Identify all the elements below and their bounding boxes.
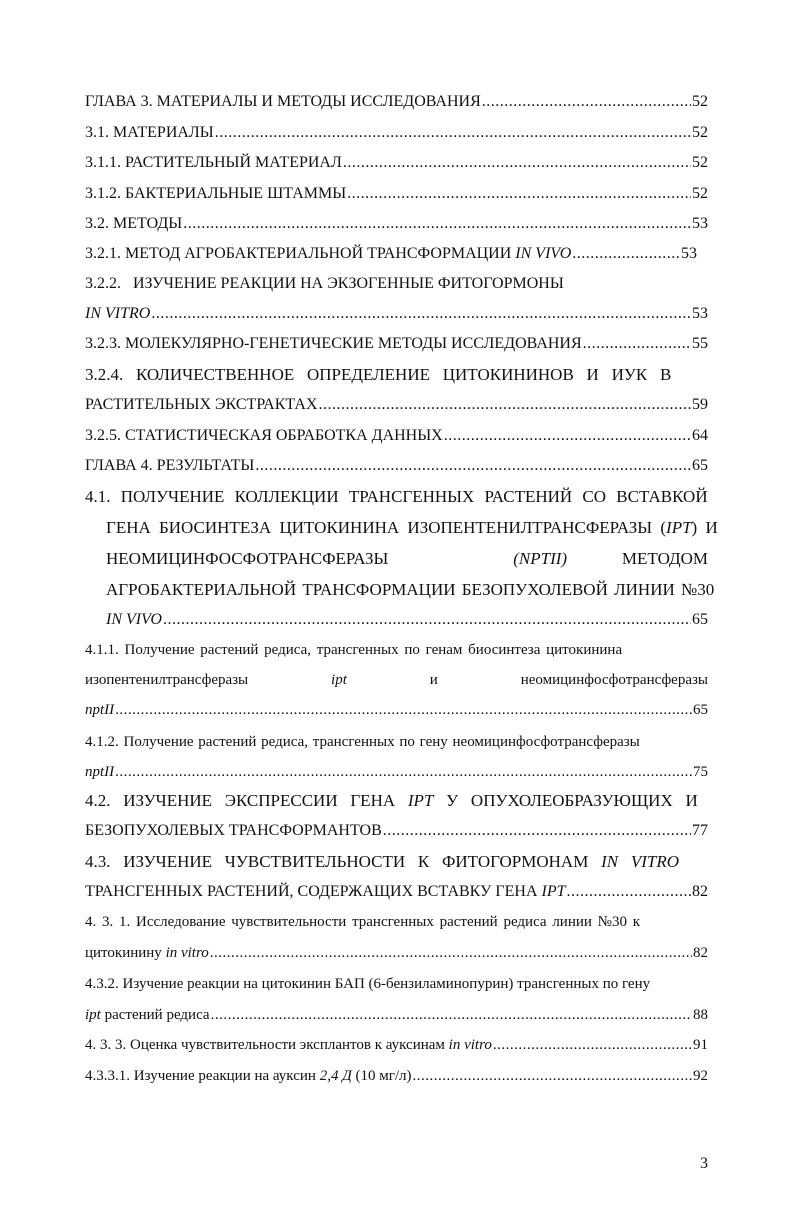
toc-entry-emphasis: in vitro (448, 1037, 492, 1053)
gene-name-ipt: IPT (407, 791, 434, 810)
dot-leader (319, 395, 692, 415)
dot-leader (567, 882, 692, 902)
toc-entry[interactable] (85, 851, 708, 902)
toc-entry-emphasis: 2,4 Д (319, 1068, 352, 1084)
toc-entry-title: 3.2.2. ИЗУЧЕНИЕ РЕАКЦИИ НА ЭКЗОГЕННЫЕ ФИТОГОРМОНЫ (85, 275, 564, 292)
gene-name-ipt: IPT (541, 883, 566, 900)
toc-entry[interactable] (85, 274, 708, 324)
toc-entry-title: 4.1.2. Получение растений редиса, трансгенных по гену неомицинфосфотрансферазы (85, 734, 640, 750)
dot-leader (115, 762, 692, 782)
dot-leader (583, 334, 691, 354)
toc-page-number: 77 (692, 822, 708, 839)
toc-page-number: 65 (692, 457, 708, 474)
toc-entry-title: 4. 3. 1. Исследование чувствительности трансгенных растений редиса линии №30 к (85, 914, 641, 930)
toc-entry[interactable]: 4.1. ПОЛУЧЕНИЕ КОЛЛЕКЦИИ ТРАНСГЕННЫХ РАСТЕНИЙ СО ВСТАВКОЙ ГЕНА БИОСИНТЕЗА ЦИТОКИНИНА ИЗОПЕНТЕНИЛТРАНСФЕРАЗЫ (IPT) И НЕОМИЦИНФОСФОТРАНСФЕРАЗЫ (NPTII) МЕТОДОМ АГРОБАКТЕРИАЛЬНОЙ ТРАНСФОРМАЦИИ БЕЗОПУХОЛЕВОЙ ЛИНИИ №30 IN VIVO ..... 65 (85, 486, 708, 630)
dot-leader (151, 304, 691, 324)
page-number: 3 (700, 1155, 708, 1172)
toc-entry[interactable]: 4.3.3.1. Изучение реакции на ауксин 2,4 Д (10 мг/л) ..... 92 (85, 1066, 708, 1086)
toc-entry[interactable] (85, 456, 708, 476)
toc-entry-title: 4.3. ИЗУЧЕНИЕ ЧУВСТВИТЕЛЬНОСТИ К ФИТОГОРМОНАМ (85, 852, 602, 871)
toc-entry-title: 4.2. ИЗУЧЕНИЕ ЭКСПРЕССИИ ГЕНА (85, 791, 408, 810)
dot-leader (211, 1005, 692, 1025)
toc-page-number: 59 (692, 396, 708, 413)
toc-entry-title-continued: ГЕНА БИОСИНТЕЗА ЦИТОКИНИНА ИЗОПЕНТЕНИЛТРАНСФЕРАЗЫ ( (106, 518, 667, 537)
dot-leader (215, 123, 691, 143)
toc-entry-title: 4.1. ПОЛУЧЕНИЕ КОЛЛЕКЦИИ ТРАНСГЕННЫХ РАСТЕНИЙ СО ВСТАВКОЙ (85, 487, 708, 506)
toc-entry[interactable]: 4.1.1. Получение растений редиса, трансгенных по генам биосинтеза цитокинина изопентенилтрансферазы ipt и неомицинфосфотрансферазы nptII ..... 65 (85, 640, 708, 720)
toc-entry-title-continued: цитокинину (85, 945, 166, 961)
dot-leader (343, 153, 691, 173)
toc-page-number: 53 (692, 215, 708, 232)
toc-entry-title: 3.1.2. БАКТЕРИАЛЬНЫЕ ШТАММЫ (85, 185, 347, 202)
toc-entry-title: 3.1.1. РАСТИТЕЛЬНЫЙ МАТЕРИАЛ (85, 154, 342, 171)
toc-entry-emphasis: nptII (85, 702, 115, 718)
toc-entry-emphasis: IN VITRO (85, 305, 151, 322)
toc-page-number: 82 (693, 945, 708, 961)
toc-entry-title-continued: ТРАНСГЕННЫХ РАСТЕНИЙ, СОДЕРЖАЩИХ ВСТАВКУ ГЕНА (85, 883, 542, 900)
toc-page-number: 92 (693, 1068, 708, 1084)
toc-entry-emphasis: IN VITRO (601, 852, 679, 871)
dot-leader (210, 943, 692, 963)
toc-entry-title: 3.2.3. МОЛЕКУЛЯРНО-ГЕНЕТИЧЕСКИЕ МЕТОДЫ ИССЛЕДОВАНИЯ (85, 335, 582, 352)
toc-page-number: 52 (692, 124, 708, 141)
dot-leader (383, 821, 691, 841)
toc-entry-title-continued: растений редиса (100, 1007, 210, 1023)
toc-entry[interactable] (85, 974, 708, 1025)
dot-leader (163, 610, 691, 630)
toc-page-number: 53 (681, 245, 697, 262)
toc-entry[interactable] (85, 1035, 708, 1055)
toc-entry[interactable] (85, 123, 708, 143)
toc-entry-title: 3.2.4. КОЛИЧЕСТВЕННОЕ ОПРЕДЕЛЕНИЕ ЦИТОКИНИНОВ И ИУК В (85, 365, 672, 384)
toc-page-number: 75 (693, 764, 708, 780)
toc-entry[interactable] (85, 912, 708, 963)
toc-entry[interactable] (85, 364, 708, 415)
toc-entry-emphasis: IN VIVO (515, 245, 572, 262)
toc-entry[interactable] (85, 426, 708, 446)
toc-entry-title: 4. 3. 3. Оценка чувствительности эксплантов к ауксинам (85, 1037, 449, 1053)
gene-name-ipt: IPT (666, 518, 692, 537)
dot-leader (444, 426, 691, 446)
toc-entry[interactable] (85, 334, 708, 354)
toc-entry[interactable] (85, 214, 708, 234)
toc-page-number: 65 (692, 611, 708, 628)
toc-page-number: 82 (692, 883, 708, 900)
toc-entry-emphasis: IN VIVO (106, 611, 162, 628)
toc-entry-title: 3.1. МАТЕРИАЛЫ (85, 124, 214, 141)
toc-page-number: 52 (692, 185, 708, 202)
dot-leader (255, 456, 691, 476)
toc-entry[interactable] (85, 184, 708, 204)
toc-page-number: 65 (693, 702, 708, 718)
toc-entry-title: 3.2.5. СТАТИСТИЧЕСКАЯ ОБРАБОТКА ДАННЫХ (85, 427, 443, 444)
toc-entry-title-continued: АГРОБАКТЕРИАЛЬНОЙ ТРАНСФОРМАЦИИ БЕЗОПУХОЛЕВОЙ ЛИНИИ №30 (106, 580, 715, 599)
toc-entry-title-continued: РАСТИТЕЛЬНЫХ ЭКСТРАКТАХ (85, 396, 318, 413)
toc-page-number: 52 (692, 93, 708, 110)
toc-entry[interactable] (85, 244, 697, 264)
toc-page-number: 52 (692, 154, 708, 171)
toc-page-number: 91 (693, 1037, 708, 1053)
toc-entry-title: ГЛАВА 4. РЕЗУЛЬТАТЫ (85, 457, 255, 474)
dot-leader (493, 1035, 692, 1055)
toc-entry-title: 3.2. МЕТОДЫ (85, 215, 183, 232)
toc-entry-title-continued: изопентенилтрансферазы (85, 672, 249, 688)
toc-entry-title: ГЛАВА 3. МАТЕРИАЛЫ И МЕТОДЫ ИССЛЕДОВАНИЯ (85, 93, 481, 110)
toc-entry-title: 4.3.3.1. Изучение реакции на ауксин (85, 1068, 320, 1084)
dot-leader (347, 184, 691, 204)
dot-leader (572, 244, 680, 264)
dot-leader (413, 1066, 692, 1086)
dot-leader (183, 214, 691, 234)
toc-entry-title: 4.3.2. Изучение реакции на цитокинин БАП (6-бензиламинопурин) трансгенных по гену (85, 976, 651, 992)
toc-entry[interactable]: 4.2. ИЗУЧЕНИЕ ЭКСПРЕССИИ ГЕНА IPT У ОПУХОЛЕОБРАЗУЮЩИХ И БЕЗОПУХОЛЕВЫХ ТРАНСФОРМАНТОВ ..... 77 (85, 790, 708, 841)
gene-name-ipt: ipt (85, 1007, 101, 1023)
gene-name-ipt: ipt (331, 672, 347, 688)
toc-entry[interactable] (85, 153, 708, 173)
toc-page-number: 88 (693, 1007, 708, 1023)
toc-entry[interactable] (85, 92, 708, 112)
toc-entry[interactable] (85, 732, 708, 782)
dot-leader (482, 92, 691, 112)
toc-entry-title: 4.1.1. Получение растений редиса, трансгенных по генам биосинтеза цитокинина (85, 642, 623, 658)
toc-page-number: 64 (692, 427, 708, 444)
toc-entry-title: 3.2.1. МЕТОД АГРОБАКТЕРИАЛЬНОЙ ТРАНСФОРМАЦИИ (85, 245, 516, 262)
dot-leader (115, 700, 692, 720)
toc-page-number: 53 (692, 305, 708, 322)
toc-entry-emphasis: nptII (85, 764, 115, 780)
toc-entry-emphasis: in vitro (165, 945, 209, 961)
toc-entry-title-continued: БЕЗОПУХОЛЕВЫХ ТРАНСФОРМАНТОВ (85, 822, 382, 839)
toc-entry-title-continued: НЕОМИЦИНФОСФОТРАНСФЕРАЗЫ (106, 549, 389, 568)
toc-line (85, 92, 708, 112)
gene-name-nptii: (NPTII) (513, 549, 568, 568)
toc-page-number: 55 (692, 335, 708, 352)
